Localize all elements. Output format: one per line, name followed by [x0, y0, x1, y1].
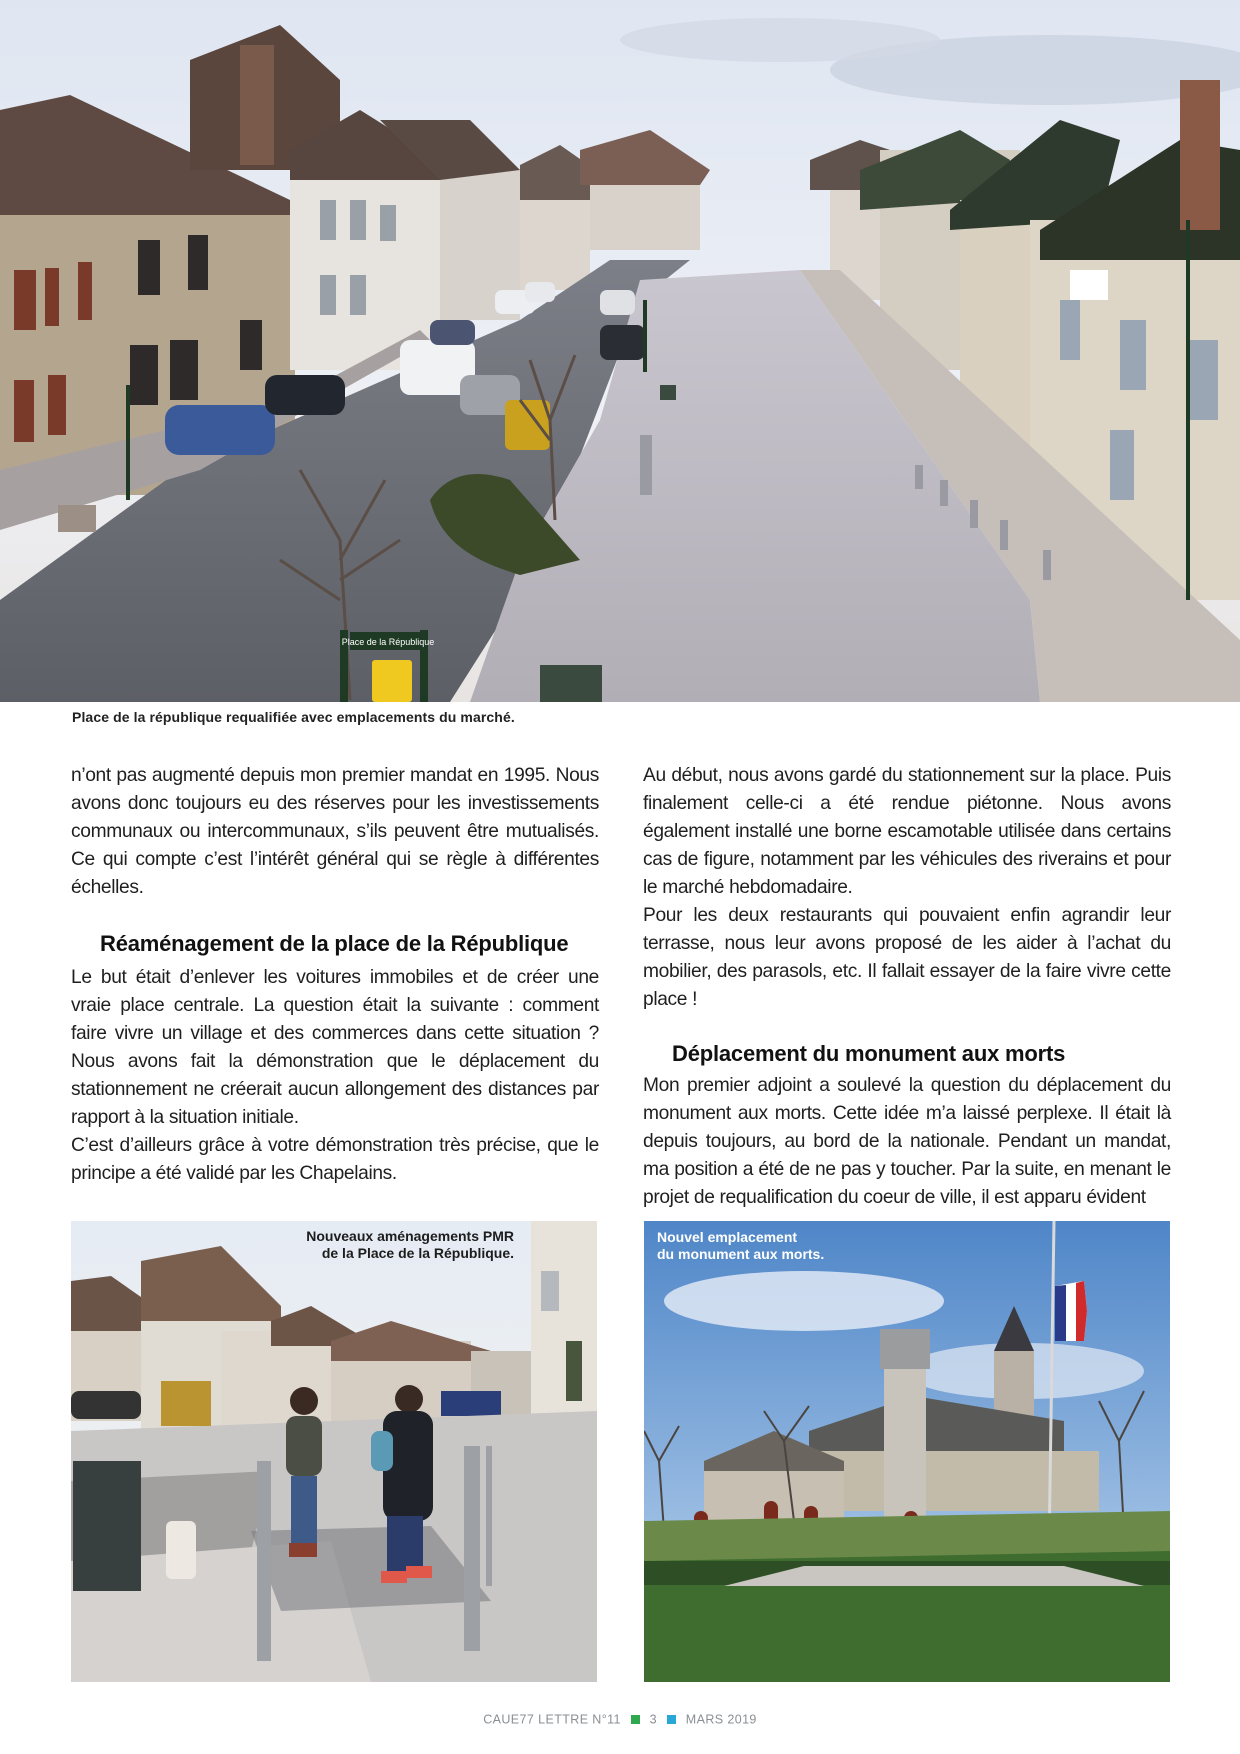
footer-green-square-icon [631, 1715, 640, 1724]
photo-monument [644, 1221, 1170, 1682]
footer-blue-square-icon [667, 1715, 676, 1724]
right-paragraph-3: Mon premier adjoint a soulevé la question du déplacement du monument aux morts. Cette idée m’a laissé perplexe. Il était là depuis toujours, au bord de la nationale. Pendant un mandat, ma position a été de ne pas y toucher. Par la suite, en menant le projet de requalification du coeur de ville, il est apparu évident [643, 1075, 1171, 1208]
left-column [71, 762, 599, 1188]
hero-signpost-text: Place de la République [341, 637, 435, 647]
hero-photo [0, 0, 1240, 702]
footer-date: MARS 2019 [685, 1712, 757, 1727]
photo-monument-caption [657, 1229, 824, 1263]
hero-caption: Place de la république requalifiée avec emplacements du marché. [72, 709, 515, 725]
photo-pmr-place [71, 1221, 597, 1682]
photo-monument-caption-line-1: Nouvel emplacement [657, 1229, 798, 1245]
section-heading-place-republique: Réaménagement de la place de la République [100, 931, 569, 956]
right-paragraph-2: Pour les deux restaurants qui pouvaient enfin agrandir leur terrasse, nous leur avons proposé de les aider à l’achat du mobilier, des parasols, etc. Il fallait essayer de la faire vivre cette place ! [643, 905, 1171, 1010]
left-paragraph-1: n’ont pas augmenté depuis mon premier mandat en 1995. Nous avons donc toujours eu des réserves pour les investissements communaux ou intercommunaux, s’ils peuvent être mutualisés. Ce qui compte c’est l’intérêt général qui se règle à différentes échelles. [71, 765, 599, 898]
photo-pmr-caption [306, 1228, 514, 1262]
hero-photo-illustration [0, 0, 1240, 702]
page-footer [0, 1712, 1240, 1727]
photo-pmr-illustration [71, 1221, 597, 1682]
photo-monument-caption-line-2: du monument aux morts. [657, 1246, 825, 1262]
left-paragraph-2: Le but était d’enlever les voitures immobiles et de créer une vraie place centrale. La question était la suivante : comment faire vivre un village et des commerces dans cette situation ? Nous avons fait la démonstration que le déplacement du stationnement ne créerait aucun allongement des distances par rapport à la situation initiale. [71, 967, 599, 1128]
photo-monument-illustration [644, 1221, 1170, 1682]
left-paragraph-3: C’est d’ailleurs grâce à votre démonstration très précise, que le principe a été validé par les Chapelains. [71, 1135, 599, 1184]
right-column [643, 762, 1171, 1212]
footer-page-number: 3 [649, 1712, 658, 1727]
footer-publication: CAUE77 LETTRE N°11 [483, 1712, 621, 1727]
photo-pmr-caption-line-2: de la Place de la République. [321, 1245, 514, 1261]
right-paragraph-1: Au début, nous avons gardé du stationnement sur la place. Puis finalement celle-ci a été rendue piétonne. Nous avons également installé une borne escamotable utilisée dans certains cas de figure, notamment par les véhicules des riverains et pour le marché hebdomadaire. [643, 765, 1171, 898]
section-heading-monument: Déplacement du monument aux morts [672, 1041, 1066, 1066]
photo-pmr-caption-line-1: Nouveaux aménagements PMR [306, 1228, 514, 1244]
